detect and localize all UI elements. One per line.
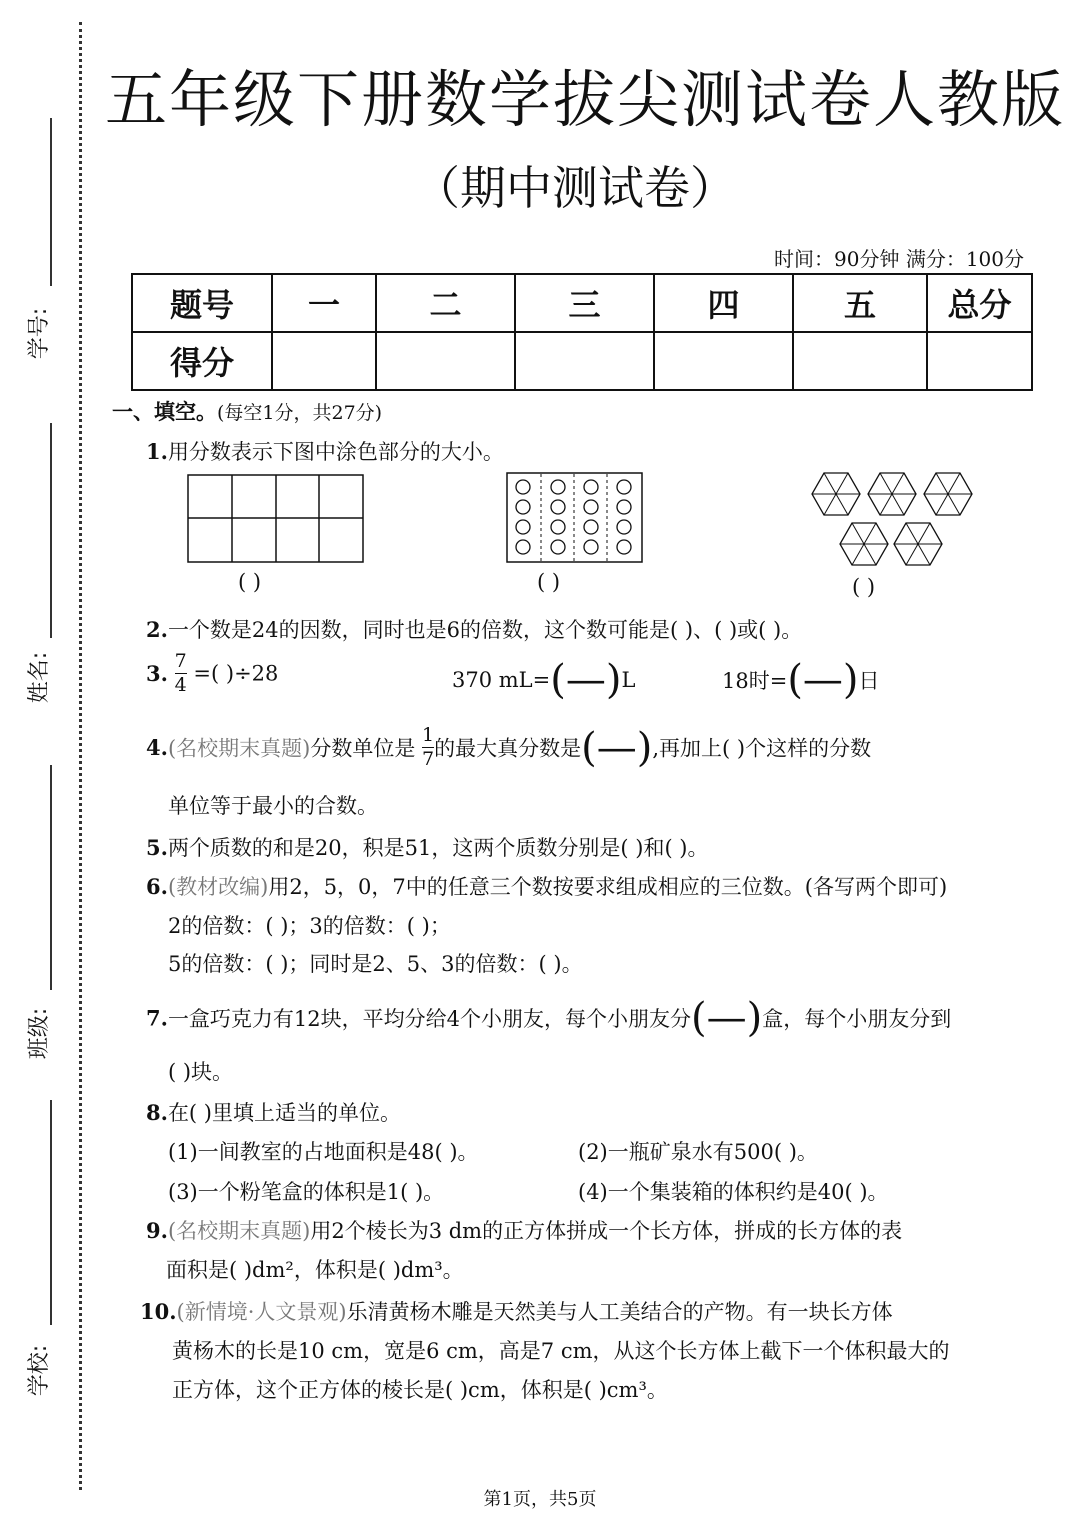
question-7-line2: ( )块。: [168, 1060, 234, 1084]
q3-conversion-ml: [452, 657, 636, 703]
question-text: 一个数是24的因数，同时也是6的倍数，这个数可能是( )、( )或( )。: [167, 618, 803, 642]
fraction-blank[interactable]: (—): [691, 995, 763, 1041]
question-text: 用分数表示下图中涂色部分的大小。: [167, 440, 504, 464]
question-1: [146, 436, 504, 466]
question-note: (新情境·人文景观): [176, 1300, 347, 1324]
question-number: 5.: [146, 835, 168, 860]
answer-blank-1[interactable]: ( ): [238, 570, 262, 594]
question-8-item: (4)一个集装箱的体积约是40( )。: [578, 1180, 889, 1204]
fraction-numerator: 1: [422, 724, 435, 746]
question-text: 盒，每个小朋友分到: [762, 1007, 952, 1031]
figure-hexagons: [806, 470, 976, 570]
question-3: [146, 652, 278, 695]
class-line: [50, 765, 52, 990]
page-title: 五年级下册数学拔尖测试卷人教版: [104, 63, 1065, 136]
q3-part2: 370 mL=: [452, 668, 551, 692]
question-number: 1.: [146, 439, 168, 464]
question-number: 10.: [140, 1299, 177, 1324]
question-text: 用2个棱长为3 dm的正方体拼成一个长方体，拼成的长方体的表: [310, 1219, 903, 1243]
score-table: [131, 273, 1033, 391]
name-label: 姓名:: [27, 651, 53, 704]
score-cell: 五: [793, 274, 927, 332]
question-text: ,再加上( )个这样的分数: [652, 736, 872, 761]
question-10-line3: 正方体，这个正方体的棱长是( )cm，体积是( )cm³。: [172, 1378, 668, 1402]
fraction-blank[interactable]: (—): [550, 657, 622, 703]
question-text: 的最大真分数是: [434, 736, 582, 761]
score-cell: 总分: [927, 274, 1032, 332]
question-9: [146, 1215, 902, 1245]
score-cell: 二: [376, 274, 515, 332]
question-number: 2.: [146, 617, 168, 642]
question-9-line2: 面积是( )dm²，体积是( )dm³。: [166, 1258, 464, 1282]
score-blank[interactable]: [654, 332, 793, 390]
question-number: 9.: [146, 1218, 168, 1243]
question-4: [146, 726, 871, 769]
question-number: 6.: [146, 874, 168, 899]
fraction-blank[interactable]: (—): [581, 724, 653, 771]
student-id-label: 学号:: [27, 307, 53, 360]
question-note: (名校期末真题): [167, 736, 311, 761]
answer-blank-3[interactable]: ( ): [852, 575, 876, 599]
score-blank[interactable]: [515, 332, 654, 390]
q3-part3: 18时=: [722, 669, 788, 693]
class-label: 班级:: [27, 1007, 53, 1060]
question-text: 乐清黄杨木雕是天然美与人工美结合的产物。有一块长方体: [346, 1300, 893, 1324]
figure-circles: [506, 472, 644, 564]
question-10: [140, 1296, 893, 1326]
question-note: (名校期末真题): [167, 1219, 311, 1243]
fraction-blank[interactable]: (—): [787, 657, 859, 703]
score-blank[interactable]: [793, 332, 927, 390]
question-8-item: (1)一间教室的占地面积是48( )。: [168, 1140, 479, 1164]
question-number: 4.: [146, 735, 168, 760]
score-cell: 三: [515, 274, 654, 332]
score-table-score-row: [132, 332, 1032, 390]
question-number: 7.: [146, 1005, 168, 1031]
q3-conversion-hour: [722, 657, 880, 703]
score-cell: 一: [272, 274, 376, 332]
question-10-line2: 黄杨木的长是10 cm，宽是6 cm，高是7 cm，从这个长方体上截下一个体积最大的: [172, 1339, 950, 1363]
score-blank[interactable]: [927, 332, 1032, 390]
question-5: [146, 832, 709, 862]
section-heading: [112, 396, 382, 426]
question-text: 用2，5，0，7中的任意三个数按要求组成相应的三位数。(各写两个即可): [268, 875, 948, 899]
score-table-header-row: [132, 274, 1032, 332]
name-line: [50, 423, 52, 638]
fraction-1-7: [422, 726, 434, 769]
fraction-denominator: 4: [174, 674, 187, 696]
question-4-line2: 单位等于最小的合数。: [168, 794, 378, 818]
score-cell: 题号: [132, 274, 272, 332]
page-subtitle: （期中测试卷）: [414, 161, 736, 215]
question-text: 一盒巧克力有12块，平均分给4个小朋友，每个小朋友分: [167, 1007, 692, 1031]
answer-blank-2[interactable]: ( ): [537, 570, 561, 594]
question-number: 3.: [146, 661, 168, 686]
fraction-numerator: 7: [174, 650, 187, 672]
q3-part3-unit: 日: [858, 669, 880, 693]
question-note: (教材改编): [167, 875, 269, 899]
section-heading-note: (每空1分，共27分): [217, 402, 383, 424]
question-text: 分数单位是: [310, 736, 416, 761]
score-cell: 四: [654, 274, 793, 332]
exam-meta: 时间：90分钟 满分：100分: [774, 247, 1024, 271]
question-text: 在( )里填上适当的单位。: [167, 1101, 401, 1125]
question-7: [146, 995, 952, 1041]
page-footer: 第1页，共5页: [483, 1489, 597, 1510]
school-line: [50, 1100, 52, 1325]
question-8-item: (3)一个粉笔盒的体积是1( )。: [168, 1180, 445, 1204]
question-6: [146, 871, 947, 901]
question-8: [146, 1097, 401, 1127]
q3-part2-unit: L: [621, 668, 636, 692]
score-blank[interactable]: [376, 332, 515, 390]
fraction-7-4: [175, 652, 187, 695]
question-6-line3: 5的倍数：( )；同时是2、5、3的倍数：( )。: [168, 952, 583, 976]
binding-dotted-line: [79, 22, 82, 1490]
school-label: 学校:: [27, 1344, 53, 1397]
score-label: 得分: [132, 332, 272, 390]
section-heading-text: 一、填空。: [112, 400, 217, 424]
question-6-line2: 2的倍数：( )；3的倍数：( )；: [168, 914, 451, 938]
fraction-denominator: 7: [422, 748, 435, 770]
q3-part1: =( )÷28: [193, 661, 279, 686]
score-blank[interactable]: [272, 332, 376, 390]
question-number: 8.: [146, 1100, 168, 1125]
figure-grid: [186, 474, 366, 564]
question-2: [146, 614, 802, 644]
question-8-item: (2)一瓶矿泉水有500( )。: [578, 1140, 818, 1164]
question-text: 两个质数的和是20，积是51，这两个质数分别是( )和( )。: [167, 836, 709, 860]
